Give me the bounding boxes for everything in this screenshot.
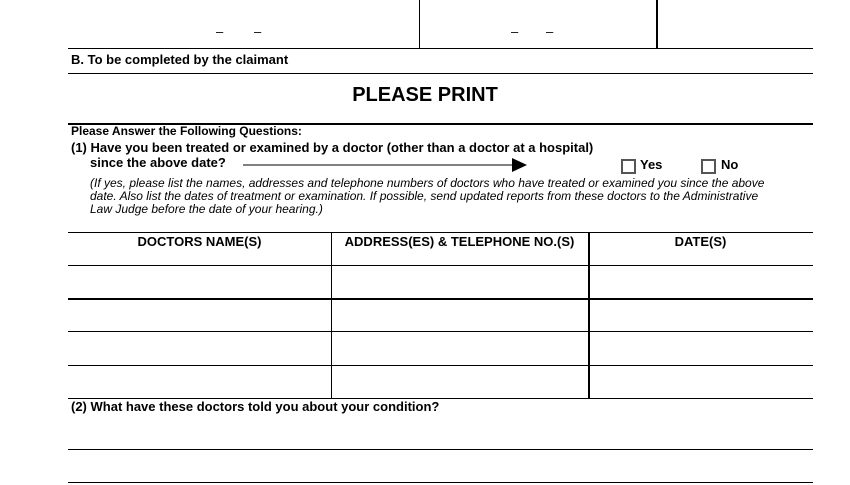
arrow-right-icon: [240, 157, 530, 173]
address-phone-field[interactable]: [333, 300, 586, 330]
top-dash: –: [216, 24, 224, 39]
answer-line: [68, 482, 813, 483]
top-dash: –: [546, 24, 554, 39]
table-row-rule: [68, 365, 813, 366]
column-header-address: ADDRESS(ES) & TELEPHONE NO.(S): [344, 234, 575, 249]
top-dash: –: [511, 24, 519, 39]
question1-text-continued: since the above date?: [90, 155, 226, 170]
yes-label: Yes: [640, 157, 663, 172]
doctor-name-field[interactable]: [70, 333, 329, 363]
question1-note: [90, 177, 815, 216]
section-divider: [68, 48, 813, 49]
section-b-rule: [68, 73, 813, 74]
no-label: No: [721, 157, 739, 172]
dates-field[interactable]: [591, 300, 811, 330]
top-dash: –: [254, 24, 262, 39]
question2-answer-field[interactable]: [70, 418, 811, 448]
question2-text: (2) What have these doctors told you about your condition?: [71, 399, 440, 414]
top-divider-right: [656, 0, 658, 48]
address-phone-field[interactable]: [333, 367, 586, 397]
table-column-divider: [588, 232, 590, 398]
address-phone-field[interactable]: [333, 267, 586, 297]
question2-answer-field[interactable]: [70, 452, 811, 482]
table-row-rule: [68, 265, 813, 266]
table-column-divider: [331, 232, 332, 398]
question1-note-line: (If yes, please list the names, addresses and telephone numbers of doctors who have treated or examined you since the above: [90, 176, 765, 190]
page-title: PLEASE PRINT: [352, 84, 498, 106]
yes-checkbox[interactable]: [621, 159, 636, 174]
dates-field[interactable]: [591, 367, 811, 397]
answer-line: [68, 449, 813, 450]
doctor-name-field[interactable]: [70, 267, 329, 297]
address-phone-field[interactable]: [333, 333, 586, 363]
top-divider-left: [419, 0, 420, 48]
question1-text: (1) Have you been treated or examined by a doctor (other than a doctor at a hospital): [71, 140, 594, 155]
section-b-heading: B. To be completed by the claimant: [71, 52, 289, 67]
table-top-rule: [68, 232, 813, 233]
column-header-doctors: DOCTORS NAME(S): [137, 234, 262, 249]
instructions-heading: Please Answer the Following Questions:: [71, 124, 302, 138]
question1-note-line: Law Judge before the date of your hearing.): [90, 202, 323, 216]
column-header-dates: DATE(S): [674, 234, 727, 249]
dates-field[interactable]: [591, 267, 811, 297]
no-checkbox[interactable]: [701, 159, 716, 174]
doctor-name-field[interactable]: [70, 300, 329, 330]
question1-note-line: date. Also list the dates of treatment or examination. If possible, send updated reports from these doctors to the Administrative: [90, 189, 759, 203]
dates-field[interactable]: [591, 333, 811, 363]
table-row-rule: [68, 331, 813, 332]
doctor-name-field[interactable]: [70, 367, 329, 397]
